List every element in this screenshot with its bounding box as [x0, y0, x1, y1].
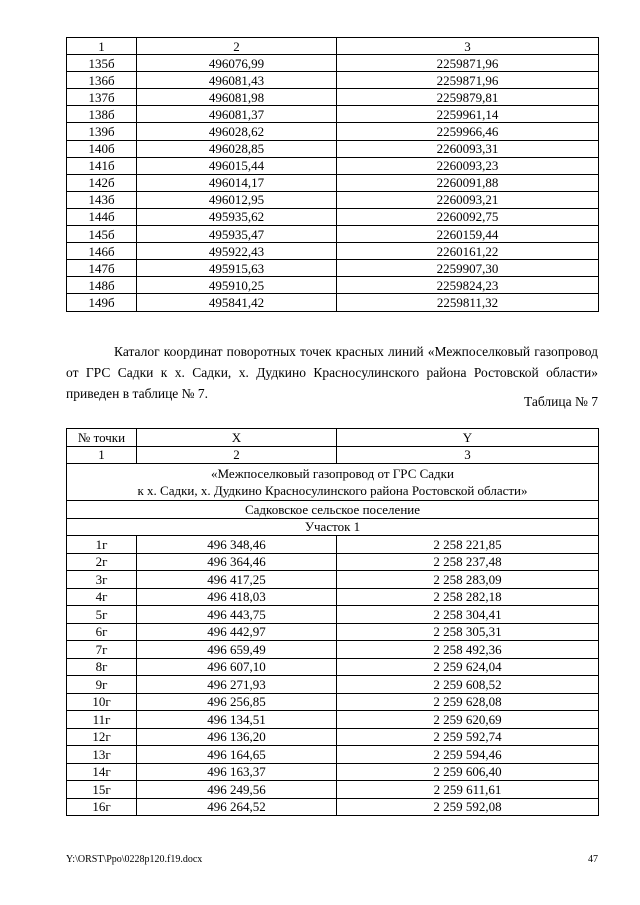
table-row [67, 746, 599, 764]
table-row [67, 588, 599, 606]
point-number-cell: 11г [67, 711, 137, 729]
column-numbering-row [67, 446, 599, 464]
x-coordinate-cell: 496081,43 [137, 72, 337, 89]
y-coordinate-cell: 2 259 620,69 [337, 711, 599, 729]
x-coordinate-cell: 496081,37 [137, 106, 337, 123]
point-number-cell: 7г [67, 641, 137, 659]
y-coordinate-cell: 2259871,96 [337, 72, 599, 89]
point-number-cell: 137б [67, 89, 137, 106]
y-coordinate-cell: 2 258 237,48 [337, 553, 599, 571]
table-row [67, 243, 599, 260]
point-number-cell: 148б [67, 277, 137, 294]
x-coordinate-cell: 495935,47 [137, 226, 337, 243]
y-coordinate-cell: 2 258 221,85 [337, 536, 599, 554]
point-number-cell: 10г [67, 693, 137, 711]
x-coordinate-cell: 496028,62 [137, 123, 337, 140]
x-coordinate-cell: 496 264,52 [137, 798, 337, 816]
object-title-cell [67, 464, 599, 501]
x-coordinate-cell: 496 348,46 [137, 536, 337, 554]
table-row [67, 106, 599, 123]
y-coordinate-cell: 2 258 283,09 [337, 571, 599, 589]
point-number-cell: 9г [67, 676, 137, 694]
column-number: 1 [67, 38, 137, 55]
x-coordinate-cell: 496 417,25 [137, 571, 337, 589]
y-coordinate-cell: 2259811,32 [337, 294, 599, 311]
y-coordinate-cell: 2260093,21 [337, 191, 599, 208]
x-coordinate-cell: 496 271,93 [137, 676, 337, 694]
point-number-cell: 136б [67, 72, 137, 89]
x-coordinate-cell: 496028,85 [137, 140, 337, 157]
table-row [67, 623, 599, 641]
coordinates-table-body [67, 38, 599, 312]
column-number: 3 [337, 446, 599, 464]
y-coordinate-cell: 2 259 624,04 [337, 658, 599, 676]
y-coordinate-cell: 2260093,31 [337, 140, 599, 157]
file-path-footer: Y:\ORST\Ppo\0228p120.f19.docx [66, 854, 203, 865]
x-coordinate-cell: 496 134,51 [137, 711, 337, 729]
y-coordinate-cell: 2259961,14 [337, 106, 599, 123]
x-coordinate-cell: 496 163,37 [137, 763, 337, 781]
y-coordinate-cell: 2259871,96 [337, 55, 599, 72]
table-row [67, 658, 599, 676]
catalog-description-paragraph: Каталог координат поворотных точек красных линий «Межпоселковый газопровод от ГРС Садки к х. Садки, х. Дудкино Красносулинского района Ростовской области» приведен в таблице № 7. [66, 344, 598, 401]
x-coordinate-cell: 496 364,46 [137, 553, 337, 571]
column-numbering-row [67, 38, 599, 55]
table-row [67, 157, 599, 174]
y-coordinate-cell: 2259966,46 [337, 123, 599, 140]
table-row [67, 89, 599, 106]
x-coordinate-cell: 496 256,85 [137, 693, 337, 711]
y-header: Y [337, 429, 599, 447]
x-coordinate-cell: 496 442,97 [137, 623, 337, 641]
table-row [67, 72, 599, 89]
x-coordinate-cell: 495915,63 [137, 260, 337, 277]
table-header-row [67, 429, 599, 447]
table-row [67, 676, 599, 694]
x-coordinate-cell: 495841,42 [137, 294, 337, 311]
section-row [67, 518, 599, 536]
table-row [67, 226, 599, 243]
y-coordinate-cell: 2260092,75 [337, 208, 599, 225]
table-row [67, 781, 599, 799]
point-number-cell: 140б [67, 140, 137, 157]
y-coordinate-cell: 2260091,88 [337, 174, 599, 191]
x-coordinate-cell: 496076,99 [137, 55, 337, 72]
y-coordinate-cell: 2 259 592,08 [337, 798, 599, 816]
object-title-row [67, 464, 599, 501]
x-coordinate-cell: 496 164,65 [137, 746, 337, 764]
x-coordinate-cell: 495935,62 [137, 208, 337, 225]
coordinates-table-continued [66, 37, 599, 312]
table-row [67, 571, 599, 589]
point-number-cell: 6г [67, 623, 137, 641]
x-coordinate-cell: 495922,43 [137, 243, 337, 260]
x-header: X [137, 429, 337, 447]
x-coordinate-cell: 496012,95 [137, 191, 337, 208]
point-number-cell: 3г [67, 571, 137, 589]
table-row [67, 763, 599, 781]
x-coordinate-cell: 496 607,10 [137, 658, 337, 676]
point-number-cell: 149б [67, 294, 137, 311]
red-lines-table-body [67, 429, 599, 816]
table-row [67, 728, 599, 746]
table-row [67, 798, 599, 816]
point-number-cell: 139б [67, 123, 137, 140]
section-cell: Участок 1 [67, 518, 599, 536]
point-number-cell: 138б [67, 106, 137, 123]
point-number-cell: 142б [67, 174, 137, 191]
table-row [67, 641, 599, 659]
x-coordinate-cell: 496081,98 [137, 89, 337, 106]
table-row [67, 553, 599, 571]
y-coordinate-cell: 2260161,22 [337, 243, 599, 260]
table-row [67, 536, 599, 554]
point-number-cell: 141б [67, 157, 137, 174]
point-number-cell: 8г [67, 658, 137, 676]
table-row [67, 55, 599, 72]
y-coordinate-cell: 2 259 592,74 [337, 728, 599, 746]
x-coordinate-cell: 496 136,20 [137, 728, 337, 746]
table-row [67, 693, 599, 711]
x-coordinate-cell: 496 418,03 [137, 588, 337, 606]
y-coordinate-cell: 2260159,44 [337, 226, 599, 243]
point-number-cell: 143б [67, 191, 137, 208]
point-number-header: № точки [67, 429, 137, 447]
point-number-cell: 145б [67, 226, 137, 243]
table-row [67, 277, 599, 294]
y-coordinate-cell: 2260093,23 [337, 157, 599, 174]
column-number: 1 [67, 446, 137, 464]
x-coordinate-cell: 496 249,56 [137, 781, 337, 799]
table-row [67, 140, 599, 157]
y-coordinate-cell: 2 258 492,36 [337, 641, 599, 659]
page-number: 47 [588, 854, 598, 865]
column-number: 2 [137, 446, 337, 464]
table-row [67, 208, 599, 225]
x-coordinate-cell: 496015,44 [137, 157, 337, 174]
point-number-cell: 144б [67, 208, 137, 225]
table-row [67, 191, 599, 208]
point-number-cell: 15г [67, 781, 137, 799]
y-coordinate-cell: 2 259 608,52 [337, 676, 599, 694]
point-number-cell: 146б [67, 243, 137, 260]
point-number-cell: 5г [67, 606, 137, 624]
table-caption: Таблица № 7 [524, 394, 598, 409]
table-row [67, 174, 599, 191]
point-number-cell: 16г [67, 798, 137, 816]
x-coordinate-cell: 495910,25 [137, 277, 337, 294]
column-number: 2 [137, 38, 337, 55]
y-coordinate-cell: 2 258 305,31 [337, 623, 599, 641]
column-number: 3 [337, 38, 599, 55]
y-coordinate-cell: 2259879,81 [337, 89, 599, 106]
settlement-cell: Садковское сельское поселение [67, 501, 599, 519]
x-coordinate-cell: 496014,17 [137, 174, 337, 191]
y-coordinate-cell: 2 258 304,41 [337, 606, 599, 624]
point-number-cell: 135б [67, 55, 137, 72]
point-number-cell: 13г [67, 746, 137, 764]
table-row [67, 606, 599, 624]
y-coordinate-cell: 2259824,23 [337, 277, 599, 294]
point-number-cell: 4г [67, 588, 137, 606]
point-number-cell: 2г [67, 553, 137, 571]
point-number-cell: 1г [67, 536, 137, 554]
object-title-line-1: «Межпоселковый газопровод от ГРС Садки [211, 466, 454, 481]
y-coordinate-cell: 2 259 628,08 [337, 693, 599, 711]
settlement-row [67, 501, 599, 519]
table-row [67, 711, 599, 729]
point-number-cell: 12г [67, 728, 137, 746]
y-coordinate-cell: 2 259 606,40 [337, 763, 599, 781]
point-number-cell: 147б [67, 260, 137, 277]
x-coordinate-cell: 496 443,75 [137, 606, 337, 624]
table-row [67, 123, 599, 140]
table-row [67, 294, 599, 311]
y-coordinate-cell: 2 259 594,46 [337, 746, 599, 764]
red-lines-coordinates-table [66, 428, 599, 816]
table-row [67, 260, 599, 277]
point-number-cell: 14г [67, 763, 137, 781]
y-coordinate-cell: 2 258 282,18 [337, 588, 599, 606]
y-coordinate-cell: 2 259 611,61 [337, 781, 599, 799]
x-coordinate-cell: 496 659,49 [137, 641, 337, 659]
object-title-line-2: к х. Садки, х. Дудкино Красносулинского района Ростовской области» [137, 483, 528, 498]
y-coordinate-cell: 2259907,30 [337, 260, 599, 277]
